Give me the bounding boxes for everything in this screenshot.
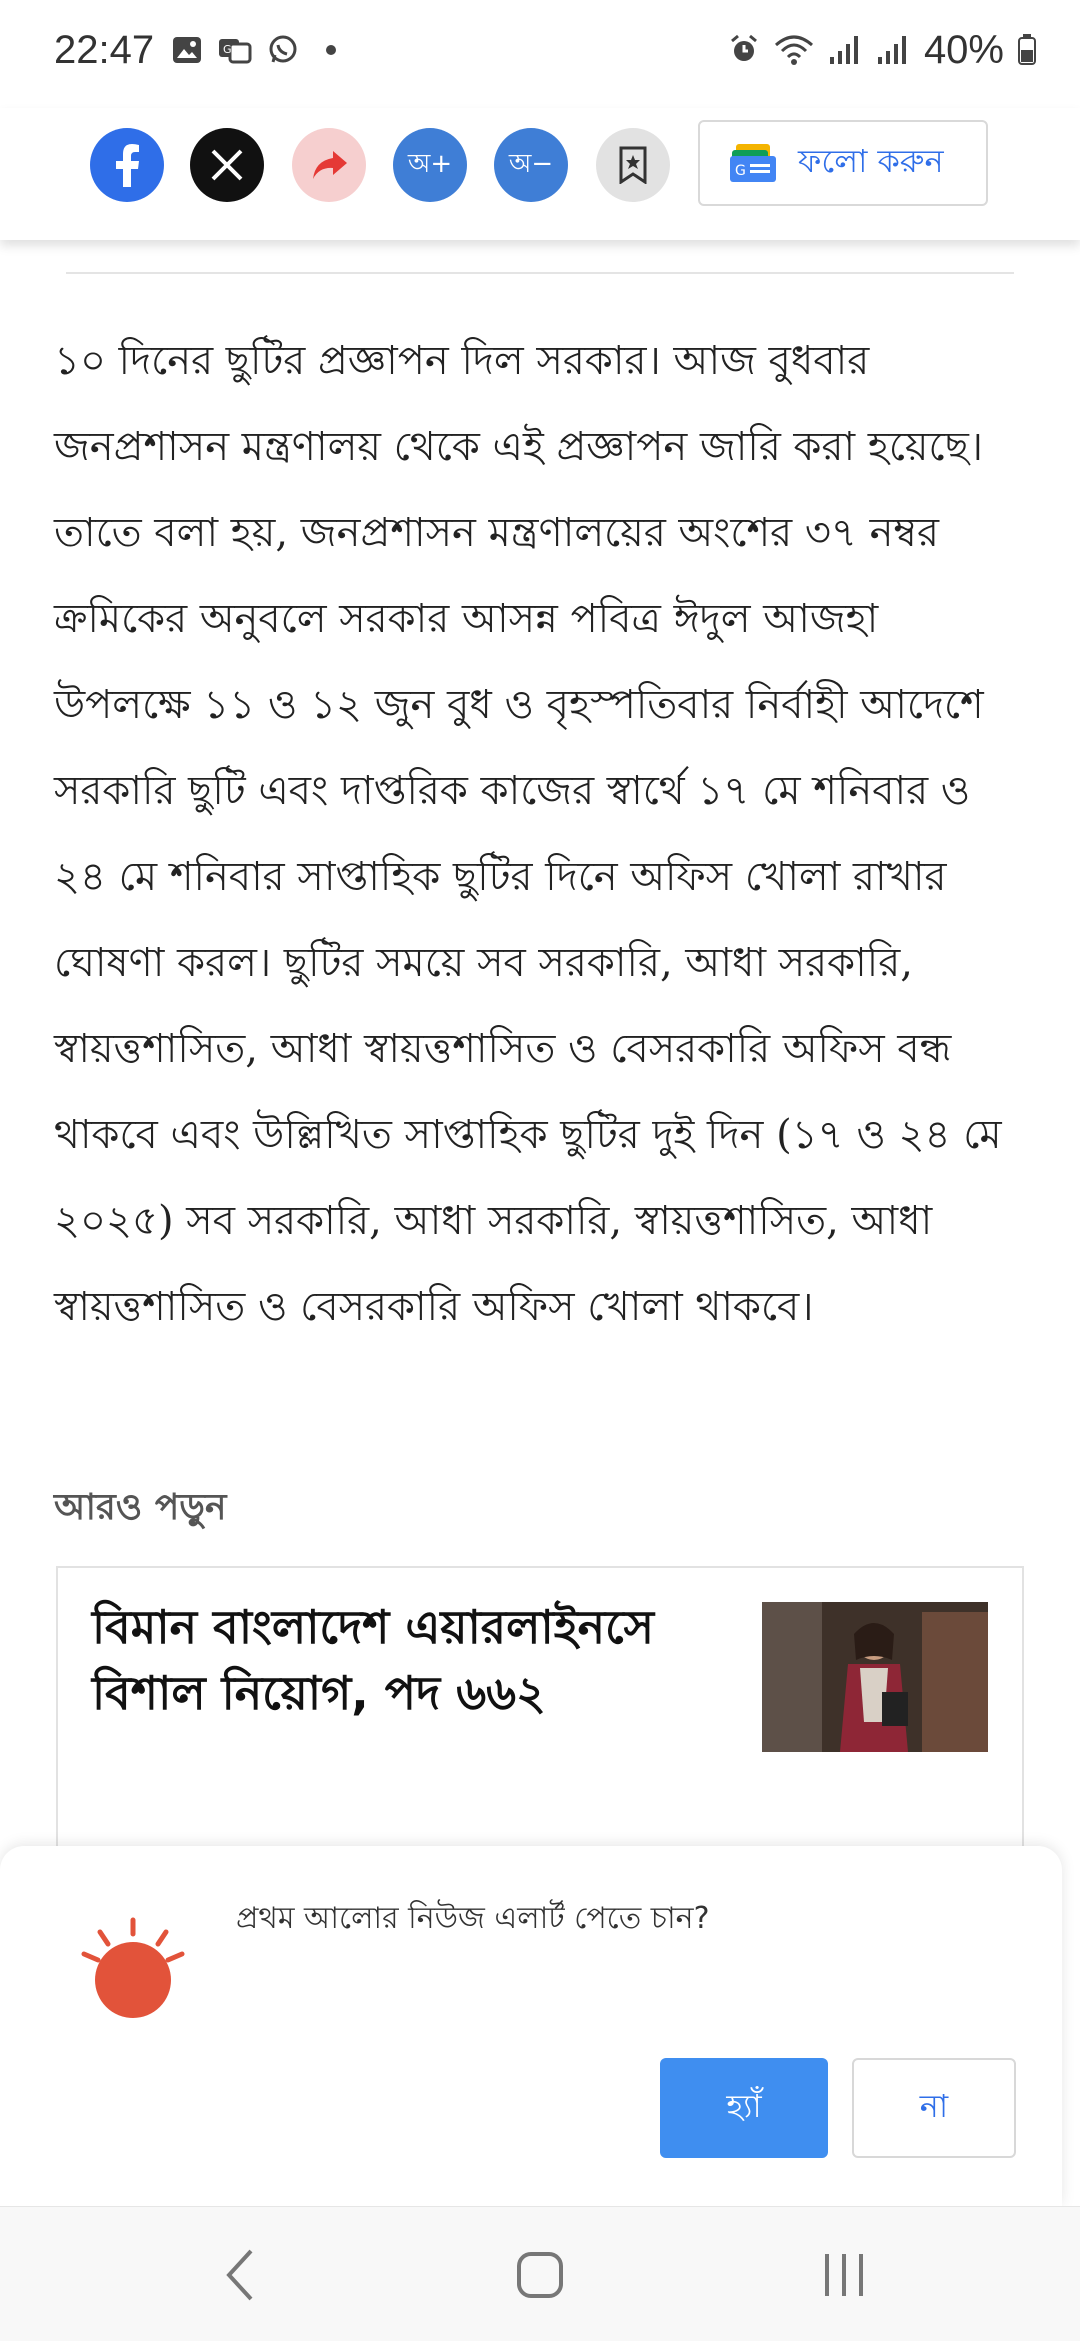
system-nav-bar bbox=[0, 2206, 1080, 2341]
google-news-icon bbox=[728, 142, 778, 184]
facebook-share-button[interactable] bbox=[90, 128, 164, 202]
x-share-button[interactable] bbox=[190, 128, 264, 202]
notification-question: প্রথম আলোর নিউজ এলার্ট পেতে চান? bbox=[236, 1901, 710, 1936]
follow-label: ফলো করুন bbox=[798, 142, 944, 180]
recents-icon bbox=[821, 2252, 867, 2298]
google-news-follow-button[interactable] bbox=[698, 120, 988, 206]
related-article-thumbnail[interactable] bbox=[762, 1602, 988, 1752]
svg-text:G: G bbox=[735, 163, 746, 179]
read-more-label: আরও পড়ুন bbox=[54, 1487, 227, 1528]
font-decrease-button[interactable]: অ− bbox=[494, 128, 568, 202]
related-article-card[interactable] bbox=[56, 1566, 1024, 1866]
divider bbox=[66, 272, 1014, 274]
whatsapp-icon bbox=[266, 34, 300, 66]
recents-button[interactable] bbox=[804, 2243, 884, 2307]
status-bar bbox=[0, 0, 1080, 108]
back-icon bbox=[225, 2249, 255, 2301]
home-icon bbox=[516, 2251, 564, 2299]
share-button[interactable] bbox=[292, 128, 366, 202]
yes-button[interactable]: হ্যাঁ bbox=[660, 2058, 828, 2158]
svg-text:G: G bbox=[223, 43, 232, 56]
notification-prompt bbox=[0, 1846, 1062, 2206]
article-body: ১০ দিনের ছুটির প্রজ্ঞাপন দিল সরকার। আজ বুধবার জনপ্রশাসন মন্ত্রণালয় থেকে এই প্রজ্ঞাপন জারি করা হয়েছে। তাতে বলা হয়, জনপ্রশাসন মন্ত্রণালয়ের অংশের ৩৭ নম্বর ক্রমিকের অনুবলে সরকার আসন্ন পবিত্র ঈদুল আজহা উপলক্ষে ১১ ও ১২ জুন বুধ ও বৃহস্পতিবার নির্বাহী আদেশে সরকারি ছুটি এবং দাপ্তরিক কাজের স্বার্থে ১৭ মে শনিবার ও ২৪ মে শনিবার সাপ্তাহিক ছুটির দিনে অফিস খোলা রাখার ঘোষণা করল। ছুটির সময়ে সব সরকারি, আধা সরকারি, স্বায়ত্তশাসিত, আধা স্বায়ত্তশাসিত ও বেসরকারি অফিস বন্ধ থাকবে এবং উল্লিখিত সাপ্তাহিক ছুটির দুই দিন (১৭ ও ২৪ মে ২০২৫) সব সরকারি, আধা সরকারি, স্বায়ত্তশাসিত, আধা স্বায়ত্তশাসিত ও বেসরকারি অফিস খোলা থাকবে। bbox=[54, 338, 1002, 1330]
no-button[interactable]: না bbox=[852, 2058, 1016, 2158]
share-toolbar bbox=[0, 108, 1080, 240]
facebook-icon bbox=[107, 141, 147, 189]
share-arrow-icon bbox=[309, 147, 349, 183]
translate-icon bbox=[218, 34, 252, 66]
wifi-icon bbox=[774, 33, 814, 69]
battery-icon bbox=[1018, 33, 1036, 69]
font-increase-button[interactable]: অ+ bbox=[393, 128, 467, 202]
status-time: 22:47 bbox=[54, 28, 155, 72]
gallery-icon bbox=[170, 34, 204, 66]
x-icon bbox=[209, 147, 245, 183]
dot-icon bbox=[314, 34, 348, 66]
alarm-icon bbox=[728, 33, 760, 69]
signal-icon bbox=[876, 33, 910, 69]
back-button[interactable] bbox=[200, 2243, 280, 2307]
home-button[interactable] bbox=[500, 2243, 580, 2307]
bookmark-icon bbox=[618, 146, 648, 184]
related-article-title[interactable]: বিমান বাংলাদেশ এয়ারলাইনসে বিশাল নিয়োগ, পদ ৬৬২ bbox=[92, 1600, 654, 1720]
sun-logo-icon bbox=[78, 1914, 188, 2024]
battery-percent: 40% bbox=[923, 28, 1004, 72]
signal-icon bbox=[828, 33, 862, 69]
bookmark-button[interactable] bbox=[596, 128, 670, 202]
